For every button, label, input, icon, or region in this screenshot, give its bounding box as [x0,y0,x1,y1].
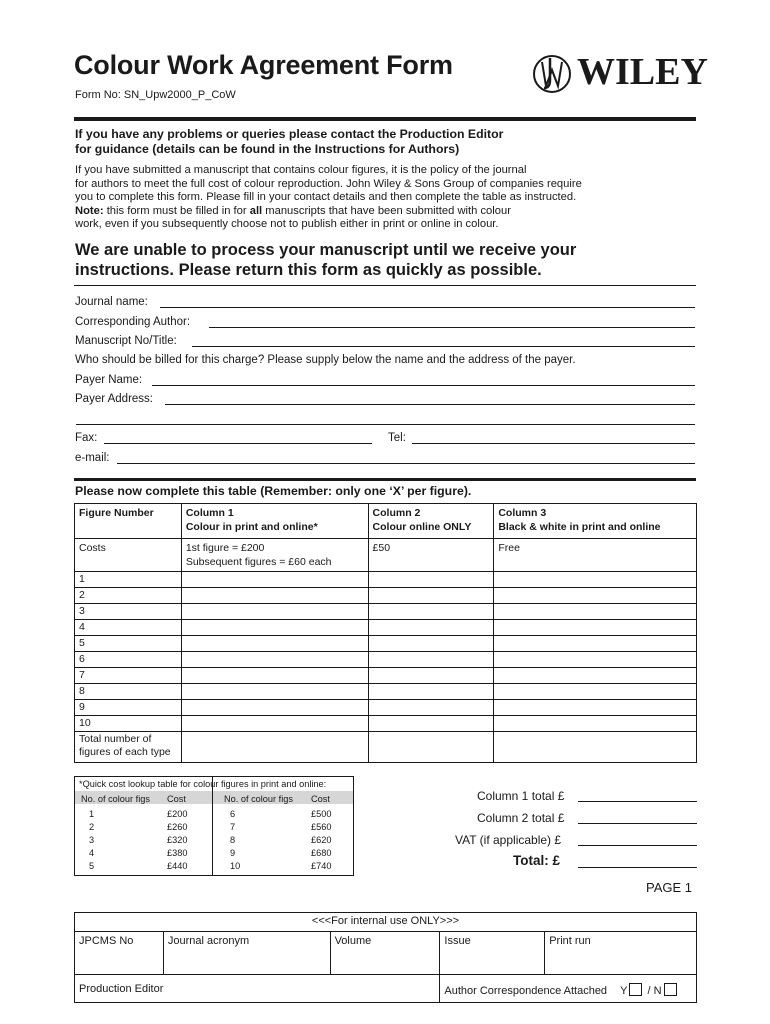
contact-notice [75,127,695,157]
figure-column1-cell[interactable] [181,572,368,588]
grand-total-label: Total: £ [513,853,560,868]
yes-checkbox[interactable] [629,983,642,996]
lookup-count: 5 [89,861,95,871]
volume-cell[interactable] [330,932,440,975]
vat-label: VAT (if applicable) £ [455,833,562,847]
figure-column3-cell[interactable] [494,668,697,684]
wiley-logo-text: WILEY [577,51,708,93]
policy-line: you to complete this form. Please fill in your contact details and then complete the table as instructed. [75,191,577,203]
billing-question: Who should be billed for this charge? Please supply below the name and the address of the payer. [75,354,576,366]
figure-column2-cell[interactable] [368,700,494,716]
figure-column3-cell[interactable] [494,716,697,732]
lookup-divider [212,777,213,875]
header-figure-number [75,504,182,539]
jpcms-label: JPCMS No [79,935,134,947]
figure-row [75,668,697,684]
figure-column2-cell[interactable] [368,652,494,668]
figure-column1-cell[interactable] [181,684,368,700]
table-divider [74,478,696,481]
figure-row [75,684,697,700]
total-column2-cell[interactable] [368,732,494,763]
processing-warning [75,240,715,280]
manuscript-field[interactable] [192,346,695,347]
column2-total-field[interactable] [578,823,697,824]
volume-label: Volume [334,935,372,947]
policy-note-line [75,205,695,219]
email-label: e-mail: [75,452,110,464]
figure-column1-cell[interactable] [181,620,368,636]
figure-column1-cell[interactable] [181,636,368,652]
policy-line: If you have submitted a manuscript that contains colour figures, it is the policy of the journal [75,164,527,176]
header-column1-title: Column 1 [185,507,234,519]
figure-row [75,636,697,652]
figure-column2-cell[interactable] [368,588,494,604]
figure-column3-cell[interactable] [494,572,697,588]
lookup-title: *Quick cost lookup table for colour figures in print and online: [79,779,327,789]
figure-column1-cell[interactable] [181,652,368,668]
figure-number: 2 [75,588,182,604]
lookup-header-cost: Cost [311,794,330,804]
header-column1 [181,504,368,539]
header-column3 [494,504,697,539]
issue-label: Issue [444,935,471,947]
internal-fields-row [75,932,697,975]
lookup-count: 1 [89,809,95,819]
lookup-cost: £260 [167,822,188,832]
no-checkbox[interactable] [664,983,677,996]
payer-address-field[interactable] [165,404,695,405]
costs-row [75,539,697,572]
jpcms-cell[interactable] [75,932,164,975]
cost-column1-subsequent: Subsequent figures = £60 each [185,556,332,568]
form-number: Form No: SN_Upw2000_P_CoW [75,89,236,101]
figure-row [75,604,697,620]
production-editor-cell[interactable] [75,975,440,1003]
figure-number: 6 [75,652,182,668]
lookup-cost: £380 [167,848,188,858]
header-divider [74,117,696,121]
lookup-cost: £620 [311,835,332,845]
corresponding-author-label: Corresponding Author: [75,316,191,328]
print-run-label: Print run [549,935,591,947]
internal-header: <<<For internal use ONLY>>> [75,913,697,932]
no-label: / N [647,985,662,997]
figure-column1-cell[interactable] [181,668,368,684]
warning-line2: instructions. Please return this form as quickly as possible. [75,261,542,279]
figure-cost-table [74,503,697,763]
figure-column2-cell[interactable] [368,716,494,732]
total-label-line2: figures of each type [79,746,171,758]
lookup-count: 6 [230,809,236,819]
print-run-cell[interactable] [545,932,697,975]
tel-label: Tel: [388,432,406,444]
note-all: all [249,204,263,217]
vat-field[interactable] [578,845,697,846]
cost-column3: Free [494,539,697,572]
internal-header-row [75,913,697,932]
total-column1-cell[interactable] [181,732,368,763]
page-number: PAGE 1 [646,880,693,895]
lookup-cost: £200 [167,809,188,819]
lookup-cost: £320 [167,835,188,845]
figure-column3-cell[interactable] [494,604,697,620]
yes-label: Y [620,985,628,997]
header-column2 [368,504,494,539]
figure-column3-cell[interactable] [494,652,697,668]
internal-footer-row [75,975,697,1003]
figure-column1-cell[interactable] [181,588,368,604]
figure-column3-cell[interactable] [494,700,697,716]
lookup-count: 9 [230,848,236,858]
figure-number: 1 [75,572,182,588]
costs-label: Costs [75,539,182,572]
figure-column1-cell[interactable] [181,700,368,716]
figure-column2-cell[interactable] [368,620,494,636]
production-editor-label: Production Editor [79,983,164,995]
lookup-count: 4 [89,848,95,858]
total-column3-cell[interactable] [494,732,697,763]
email-field[interactable] [117,463,695,464]
lookup-header-no: No. of colour figs [81,794,150,804]
figure-row [75,652,697,668]
tel-field[interactable] [412,443,695,444]
header-column3-desc: Black & white in print and online [498,521,661,533]
table-instruction: Please now complete this table (Remember: only one ‘X’ per figure). [75,484,472,498]
lookup-count: 3 [89,835,95,845]
figure-number: 10 [75,716,182,732]
figure-column2-cell[interactable] [368,572,494,588]
header-column2-title: Column 2 [372,507,421,519]
header-column3-title: Column 3 [498,507,547,519]
column1-total-label: Column 1 total £ [477,789,565,803]
policy-line: for authors to meet the full cost of colour reproduction. John Wiley & Sons Group of companies require [75,177,582,190]
figure-number: 4 [75,620,182,636]
policy-line: work, even if you subsequently choose not to publish either in print or online in colour. [75,218,499,230]
internal-use-table [74,912,697,1003]
lookup-count: 7 [230,822,236,832]
lookup-count: 8 [230,835,236,845]
total-label [75,732,182,763]
figure-row [75,620,697,636]
figure-column3-cell[interactable] [494,684,697,700]
lookup-cost: £740 [311,861,332,871]
payer-name-label: Payer Name: [75,374,143,386]
header-column2-desc: Colour online ONLY [372,521,472,533]
total-row [75,732,697,763]
payer-name-field[interactable] [152,385,695,386]
form-title: Colour Work Agreement Form [74,50,453,80]
fax-field[interactable] [104,443,372,444]
lookup-count: 10 [230,861,241,871]
payer-address-label: Payer Address: [75,393,153,405]
author-correspondence-cell [440,975,697,1003]
column2-total-label: Column 2 total £ [477,811,565,825]
figure-column2-cell[interactable] [368,636,494,652]
figure-number: 7 [75,668,182,684]
figure-column1-cell[interactable] [181,716,368,732]
figure-column2-cell[interactable] [368,604,494,620]
issue-cell[interactable] [440,932,545,975]
journal-name-field[interactable] [160,307,695,308]
lookup-header-cost: Cost [167,794,186,804]
lookup-cost: £440 [167,861,188,871]
note-text: this form must be filled in for [103,204,250,217]
corresponding-author-field[interactable] [209,327,695,328]
figure-column2-cell[interactable] [368,668,494,684]
cost-column2: £50 [368,539,494,572]
quick-cost-lookup [74,776,354,876]
header-column1-desc: Colour in print and online* [185,521,318,533]
contact-notice-line2: for guidance (details can be found in the Instructions for Authors) [75,142,460,156]
note-label: Note: [75,204,104,217]
lookup-cost: £680 [311,848,332,858]
grand-total-field[interactable] [578,867,697,868]
figure-column3-cell[interactable] [494,636,697,652]
figure-number: 5 [75,636,182,652]
figure-row [75,588,697,604]
lookup-header-no: No. of colour figs [224,794,293,804]
manuscript-label: Manuscript No/Title: [75,335,177,347]
journal-acronym-label: Journal acronym [167,935,250,947]
payer-address-field-line2[interactable] [76,424,695,425]
note-text: manuscripts that have been submitted with colour [262,204,511,217]
section-divider [74,285,696,286]
journal-acronym-cell[interactable] [163,932,330,975]
figure-row [75,700,697,716]
figure-number: 8 [75,684,182,700]
policy-paragraph [75,164,695,232]
lookup-cost: £500 [311,809,332,819]
figure-column1-cell[interactable] [181,604,368,620]
warning-line1: We are unable to process your manuscript until we receive your [75,241,577,259]
figure-number: 3 [75,604,182,620]
contact-notice-line1: If you have any problems or queries please contact the Production Editor [75,127,504,141]
lookup-cost: £560 [311,822,332,832]
figure-row [75,572,697,588]
total-label-line1: Total number of [79,733,152,745]
header-figure-number-text: Figure Number [79,507,154,519]
table-header-row [75,504,697,539]
fax-label: Fax: [75,432,98,444]
figure-number: 9 [75,700,182,716]
column1-total-field[interactable] [578,801,697,802]
cost-column1 [181,539,368,572]
figure-column2-cell[interactable] [368,684,494,700]
figure-column3-cell[interactable] [494,588,697,604]
figure-row [75,716,697,732]
figure-column3-cell[interactable] [494,620,697,636]
journal-name-label: Journal name: [75,296,148,308]
cost-column1-first: 1st figure = £200 [185,542,265,554]
author-correspondence-label: Author Correspondence Attached [444,985,608,997]
lookup-count: 2 [89,822,95,832]
